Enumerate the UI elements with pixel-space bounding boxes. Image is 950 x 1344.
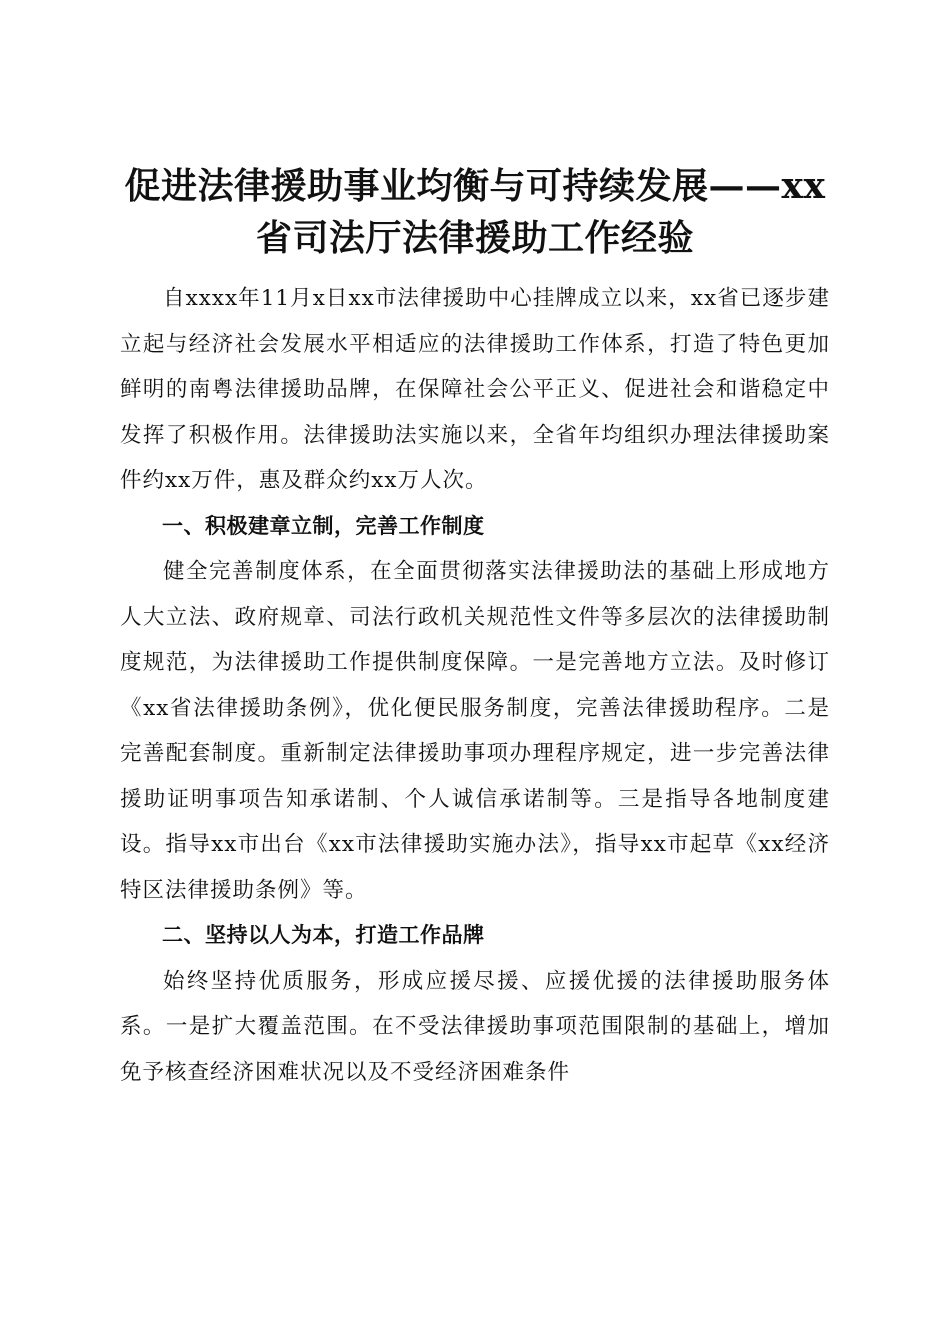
intro-paragraph: 自xxxx年11月x日xx市法律援助中心挂牌成立以来，xx省已逐步建立起与经济社会发展水平相适应的法律援助工作体系，打造了特色更加鲜明的南粤法律援助品牌，在保障社会公平正义、促进社会和谐稳定中发挥了积极作用。法律援助法实施以来，全省年均组织办理法律援助案件约xx万件，惠及群众约xx万人次。 xyxy=(120,286,830,493)
section-1-paragraph: 健全完善制度体系，在全面贯彻落实法律援助法的基础上形成地方人大立法、政府规章、司法行政机关规范性文件等多层次的法律援助制度规范，为法律援助工作提供制度保障。一是完善地方立法。及时修订《xx省法律援助条例》，优化便民服务制度，完善法律援助程序。二是完善配套制度。重新制定法律援助事项办理程序规定，进一步完善法律援助证明事项告知承诺制、个人诚信承诺制等。三是指导各地制度建设。指导xx市出台《xx市法律援助实施办法》，指导xx市起草《xx经济特区法律援助条例》等。 xyxy=(120,559,830,903)
title-line-2: 省司法厅法律援助工作经验 xyxy=(255,217,694,260)
document-title xyxy=(110,160,840,264)
document-body xyxy=(120,276,830,1095)
title-line-1: 促进法律援助事业均衡与可持续发展——xx xyxy=(124,165,826,208)
section-1-heading: 一、积极建章立制，完善工作制度 xyxy=(162,513,485,538)
section-2-heading: 二、坚持以人为本，打造工作品牌 xyxy=(162,923,485,947)
section-2-paragraph: 始终坚持优质服务，形成应援尽援、应援优援的法律援助服务体系。一是扩大覆盖范围。在不受法律援助事项范围限制的基础上，增加免予核查经济困难状况以及不受经济困难条件 xyxy=(120,968,830,1085)
